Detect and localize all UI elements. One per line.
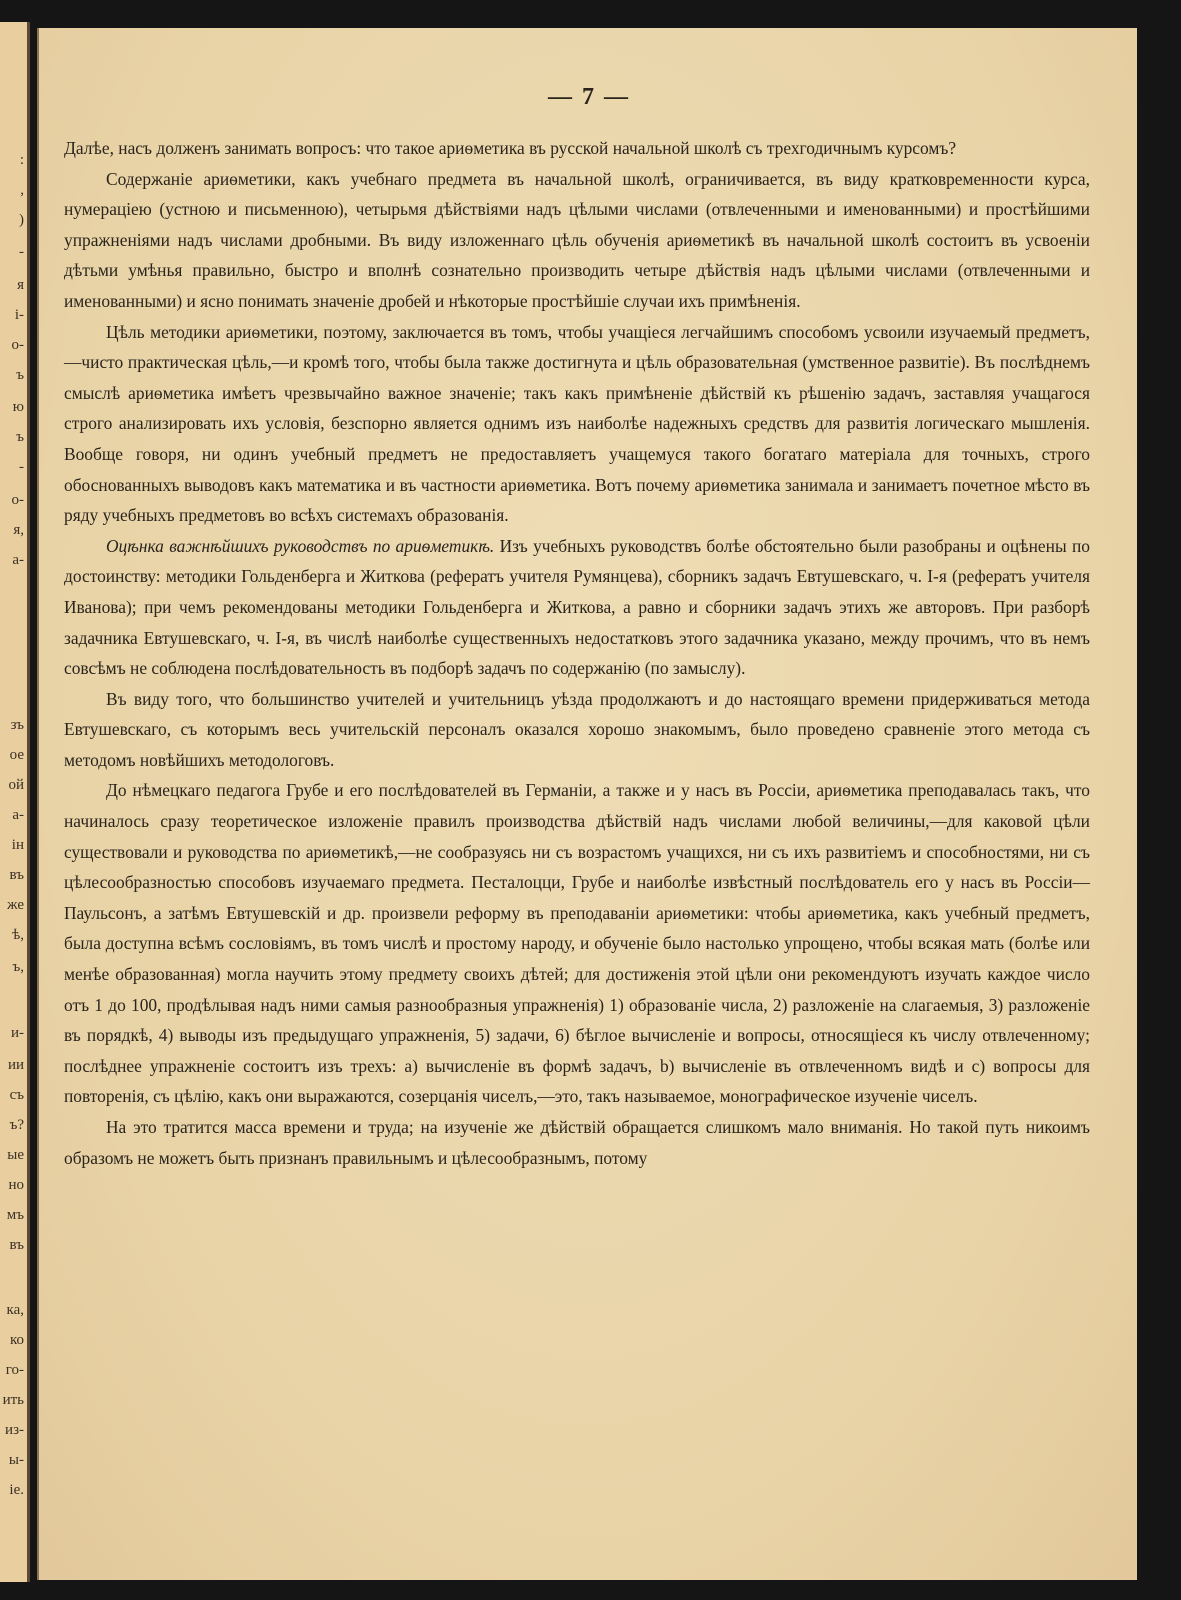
margin-fragment: ъ, (12, 959, 24, 975)
paragraph (64, 317, 1090, 531)
margin-fragment: іе. (9, 1482, 24, 1498)
margin-fragment: ка, (6, 1302, 24, 1318)
margin-fragment: ъ? (9, 1117, 24, 1133)
paragraph-text: Цѣль методики ариѳметики, поэтому, заключается въ томъ, чтобы учащіеся легчайшимъ способомъ усвоили изучаемый предметъ,—чисто практическая цѣль,—и кромѣ того, чтобы была также достигнута и цѣль образовательная (умственное развитіе). Въ послѣднемъ смыслѣ ариѳметика имѣетъ чрезвычайно важное значеніе; такъ какъ примѣненіе дѣйствій къ рѣшенію задачъ, заставляя учащагося строго анализировать ихъ условія, безспорно является однимъ изъ наиболѣе надежныхъ средствъ для развитія логическаго мышленія. Вообще говоря, ни одинъ учебный предметъ не предоставляетъ учащемуся такого богатаго матеріала для точныхъ, строго обоснованныхъ выводовъ какъ математика и въ частности ариѳметика. Вотъ почему ариѳметика занимала и занимаетъ почетное мѣсто въ ряду учебныхъ предметовъ во всѣхъ системахъ образованія. (64, 321, 1090, 526)
margin-fragment: ое (9, 747, 24, 763)
paragraph-text: На это тратится масса времени и труда; на изученіе же дѣйствій обращается слишкомъ мало вниманія. Но такой путь никоимъ образомъ не можетъ быть признанъ правильнымъ и цѣлесообразнымъ, потому (64, 1117, 1090, 1168)
margin-fragment: ии (7, 1057, 24, 1073)
margin-fragment: съ (9, 1087, 24, 1103)
margin-fragment: мъ (6, 1207, 24, 1223)
margin-fragment: зъ (10, 717, 24, 733)
paragraph-text: Въ виду того, что большинство учителей и учительницъ уѣзда продолжаютъ и до настоящаго времени придерживаться метода Евтушевскаго, съ которымъ весь учительскій персоналъ оказался хорошо знакомымъ, было проведено сравненіе этого метода съ методомъ новѣйшихъ методологовъ. (64, 688, 1090, 770)
margin-fragment: въ (9, 867, 24, 883)
margin-fragment: ить (2, 1392, 24, 1408)
margin-fragment: ъ (16, 429, 24, 445)
margin-fragment: же (7, 897, 24, 913)
margin-fragment: из- (5, 1422, 24, 1438)
margin-fragment: , (20, 182, 24, 198)
margin-fragment: ой (8, 777, 24, 793)
margin-fragment: ѣ, (12, 927, 24, 943)
margin-fragment: и- (10, 1025, 24, 1041)
body-text (64, 133, 1090, 1173)
margin-fragment: но (8, 1177, 24, 1193)
margin-fragment: я (17, 277, 24, 293)
paragraph (64, 775, 1090, 1112)
margin-fragment: о- (11, 337, 24, 353)
margin-fragment: о- (11, 492, 24, 508)
paragraph-text: Содержаніе ариѳметики, какъ учебнаго предмета въ начальной школѣ, ограничивается, въ виду кратковременности курса, нумераціею (устною и письменною), четырьмя дѣйствіями надъ цѣлыми числами (отвлеченными и именованными) и простѣйшими упражненіями надъ числами дробными. Въ виду изложеннаго цѣль обученія ариѳметикѣ въ начальной школѣ состоитъ въ усвоеніи дѣтьми умѣнья правильно, быстро и вполнѣ сознательно производить четыре дѣйствія надъ цѣлыми числами (отвлеченными и именованными) и ясно понимать значеніе дробей и нѣкоторые простѣйшіе случаи ихъ примѣненія. (64, 168, 1090, 311)
margin-fragment: - (19, 459, 24, 475)
paragraph (64, 1112, 1090, 1173)
page-number: — 7 — (548, 84, 630, 110)
paragraph (64, 684, 1090, 776)
margin-fragment: ін (11, 837, 24, 853)
paragraph-text: Далѣе, насъ долженъ занимать вопросъ: что такое ариѳметика въ русской начальной школѣ съ трехгодичнымъ курсомъ? (64, 138, 957, 158)
margin-fragment: : (19, 152, 24, 168)
margin-fragment: - (19, 244, 24, 260)
margin-fragment: ю (12, 399, 24, 415)
margin-fragment: і- (14, 307, 24, 323)
margin-fragment: ъ (16, 367, 24, 383)
scanned-page (37, 28, 1137, 1580)
paragraph (64, 531, 1090, 684)
margin-fragment: а- (12, 552, 24, 568)
margin-fragment: го- (5, 1362, 24, 1378)
paragraph (64, 133, 1090, 164)
margin-fragment: ) (19, 212, 24, 228)
margin-fragment: ые (7, 1147, 24, 1163)
previous-page-edge (0, 22, 30, 1582)
margin-fragment: я, (13, 522, 24, 538)
margin-fragment: въ (9, 1237, 24, 1253)
margin-fragment: ы- (8, 1452, 24, 1468)
paragraph-text: До нѣмецкаго педагога Грубе и его послѣдователей въ Германіи, а также и у насъ въ Россіи, ариѳметика преподавалась такъ, что начиналось сразу теоретическое изложеніе правилъ производства дѣйствій надъ числами любой величины,—для каковой цѣли существовали и руководства по ариѳметикѣ,—не сообразуясь ни съ возрастомъ учащихся, ни съ ихъ развитіемъ и способностями, ни съ цѣлесообразностью способовъ изучаемаго предмета. Песталоцци, Грубе и наиболѣе извѣстный послѣдователь его у насъ въ Россіи—Паульсонъ, а затѣмъ Евтушевскій и др. произвели реформу въ преподаваніи ариѳметики: чтобы ариѳметика, какъ учебный предметъ, была доступна всѣмъ сословіямъ, въ томъ числѣ и простому народу, и обученіе было настолько упрощено, чтобы всякая мать (болѣе или менѣе образованная) могла научить этому предмету своихъ дѣтей; для достиженія этой цѣли они рекомендуютъ изучать каждое число отъ 1 до 100, продѣлывая надъ ними самыя разнообразныя упражненія) 1) образованіе числа, 2) разложеніе на слагаемыя, 3) разложеніе въ порядкѣ, 4) выводы изъ предыдущаго упражненія, 5) задачи, 6) бѣглое вычисленіе и вопросы, относящіеся къ числу отвлеченному; послѣднее упражненіе состоитъ изъ трехъ: a) вычисленіе въ формѣ задачъ, b) вычисленіе въ отвлеченномъ видѣ и c) вопросы для повторенія, съ цѣлію, какъ они выражаются, созерцанія чиселъ,—это, такъ называемое, монографическое изученіе чиселъ. (64, 780, 1090, 1107)
margin-fragment: а- (12, 807, 24, 823)
section-heading: Оцѣнка важнѣйшихъ руководствъ по ариѳметикѣ. (106, 535, 495, 556)
paragraph (64, 164, 1090, 317)
margin-fragment: ко (9, 1332, 24, 1348)
paragraph-text: Изъ учебныхъ руководствъ болѣе обстоятельно были разобраны и оцѣнены по достоинству: методики Гольденберга и Житкова (рефератъ учителя Румянцева), сборникъ задачъ Евтушевскаго, ч. I-я (рефератъ учителя Иванова); при чемъ рекомендованы методики Гольденберга и Житкова, а равно и сборники задачъ этихъ же авторовъ. При разборѣ задачника Евтушевскаго, ч. I-я, въ числѣ наиболѣе существенныхъ недостатковъ этого задачника указано, между прочимъ, что въ немъ совсѣмъ не соблюдена послѣдовательность въ подборѣ задачъ по содержанію (по замыслу). (64, 535, 1090, 679)
